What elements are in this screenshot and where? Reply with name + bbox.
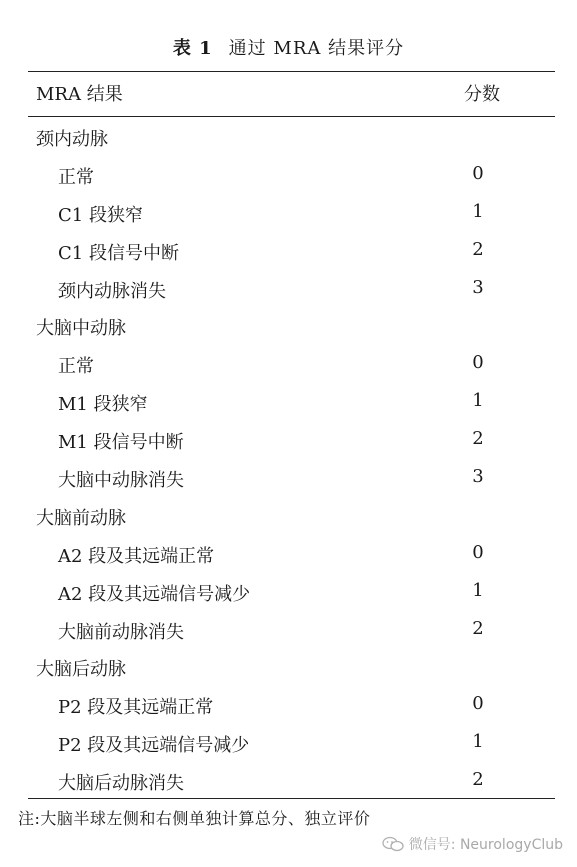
row-score: 2: [472, 769, 484, 791]
table-note: 注:大脑半球左侧和右侧单独计算总分、独立评价: [18, 809, 371, 828]
wechat-icon: [382, 836, 404, 852]
row-label: P2 段及其远端信号减少: [58, 735, 250, 757]
row-score: 1: [472, 731, 484, 753]
row-label: 大脑中动脉消失: [58, 470, 184, 492]
row-label: C1 段信号中断: [58, 242, 179, 264]
header-score: 分数: [464, 84, 500, 105]
row-label: 大脑后动脉消失: [58, 773, 184, 795]
table-header: [0, 80, 577, 110]
table-row: [0, 155, 577, 193]
row-score: 1: [472, 390, 484, 412]
table-row: [0, 193, 577, 231]
table-row: [0, 723, 577, 761]
row-score: 3: [472, 466, 484, 488]
table-row: [0, 685, 577, 723]
row-label: M1 段信号中断: [58, 432, 184, 454]
table-row: [0, 382, 577, 420]
table-body: [0, 117, 577, 799]
row-label: P2 段及其远端正常: [58, 697, 214, 719]
table-row: [0, 572, 577, 610]
row-score: 1: [472, 579, 484, 601]
table-row: [0, 420, 577, 458]
table-group-row: [0, 496, 577, 534]
table-row: [0, 534, 577, 572]
table-row: [0, 610, 577, 648]
table-title: 通过 MRA 结果评分: [228, 38, 405, 59]
table-group-row: [0, 647, 577, 685]
row-score: 0: [472, 541, 484, 563]
row-label: 大脑中动脉: [36, 318, 126, 340]
watermark-text: 微信号: NeurologyClub: [408, 837, 563, 853]
row-score: 2: [472, 238, 484, 260]
table-number: 表 1: [172, 38, 213, 59]
table-group-row: [0, 117, 577, 155]
row-score: 0: [472, 162, 484, 184]
row-label: 大脑前动脉消失: [58, 621, 184, 643]
table-row: [0, 231, 577, 269]
row-label: 大脑前动脉: [36, 507, 126, 529]
row-score: 3: [472, 276, 484, 298]
table-row: [0, 269, 577, 307]
row-label: A2 段及其远端正常: [58, 545, 215, 567]
row-label: 颈内动脉: [36, 129, 108, 150]
top-rule: [28, 71, 555, 72]
row-label: 正常: [58, 166, 94, 188]
row-label: A2 段及其远端信号减少: [58, 583, 251, 605]
table-row: [0, 458, 577, 496]
row-label: C1 段狭窄: [58, 204, 143, 226]
row-score: 0: [472, 693, 484, 715]
row-label: 正常: [58, 356, 94, 378]
header-result: MRA 结果: [36, 84, 123, 105]
row-score: 2: [472, 617, 484, 639]
table-row: [0, 761, 577, 799]
table-group-row: [0, 306, 577, 344]
row-score: 0: [472, 352, 484, 374]
row-label: 大脑后动脉: [36, 659, 126, 681]
watermark: [382, 834, 563, 854]
row-score: 1: [472, 200, 484, 222]
bottom-rule: [28, 798, 555, 799]
table-row: [0, 344, 577, 382]
row-label: M1 段狭窄: [58, 394, 148, 416]
table-caption: [0, 34, 577, 60]
row-score: 2: [472, 428, 484, 450]
row-label: 颈内动脉消失: [58, 280, 166, 302]
